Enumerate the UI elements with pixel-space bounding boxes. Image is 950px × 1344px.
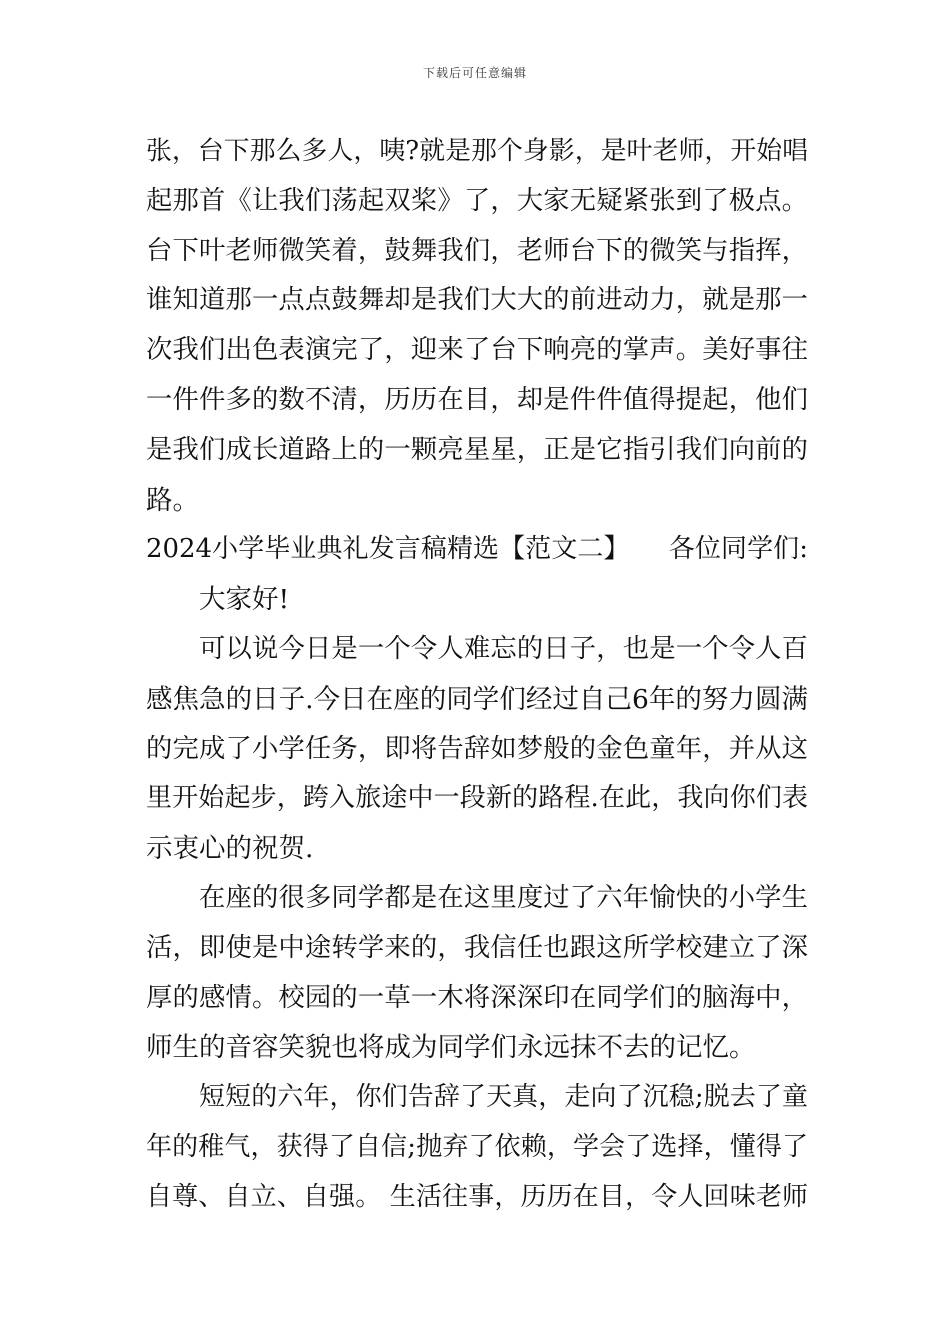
text-line-6: 一件件多的数不清，历历在目，却是件件值得提起，他们 (146, 384, 808, 415)
text-line-20: 短短的六年，你们告辞了天真，走向了沉稳;脱去了童 (199, 1082, 808, 1113)
page-header: 下载后可任意编辑 (422, 66, 527, 80)
text-line-4: 谁知道那一点点鼓舞却是我们大大的前进动力，就是那一 (146, 285, 808, 316)
text-line-3: 台下叶老师微笑着，鼓舞我们，老师台下的微笑与指挥， (146, 235, 808, 266)
text-line-12: 感焦急的日子.今日在座的同学们经过自己6年的努力圆满 (146, 683, 808, 715)
text-line-14: 里开始起步，跨入旅途中一段新的路程.在此，我向你们表 (146, 783, 808, 814)
section-title-line: 2024小学毕业典礼发言稿精选【范文二】 各位同学们: (146, 534, 808, 565)
text-line-22: 自尊、自立、自强。 生活往事，历历在目，令人回味老师 (146, 1181, 808, 1212)
text-line-16: 在座的很多同学都是在这里度过了六年愉快的小学生 (199, 882, 808, 913)
text-line-15: 示衷心的祝贺. (146, 833, 314, 865)
text-line-19: 师生的音容笑貌也将成为同学们永远抹不去的记忆。 (146, 1032, 756, 1064)
text-line-5: 次我们出色表演完了，迎来了台下响亮的掌声。美好事往 (146, 335, 808, 366)
text-line-18: 厚的感情。校园的一草一木将深深印在同学们的脑海中， (146, 982, 808, 1013)
text-line-1: 张，台下那么多人，咦?就是那个身影，是叶老师，开始唱 (146, 136, 808, 166)
greeting-line: 大家好! (199, 584, 290, 616)
text-line-13: 的完成了小学任务，即将告辞如梦般的金色童年，并从这 (146, 733, 808, 764)
text-line-8: 路。 (146, 484, 199, 516)
text-line-21: 年的稚气，获得了自信;抛弃了依赖，学会了选择，懂得了 (146, 1131, 808, 1162)
text-line-11: 可以说今日是一个令人难忘的日子，也是一个令人百 (199, 633, 808, 664)
text-line-7: 是我们成长道路上的一颗亮星星，正是它指引我们向前的 (146, 434, 808, 465)
text-line-2: 起那首《让我们荡起双桨》了，大家无疑紧张到了极点。 (146, 185, 808, 216)
document-body (146, 127, 808, 1223)
text-line-17: 活，即使是中途转学来的，我信任也跟这所学校建立了深 (146, 932, 808, 963)
